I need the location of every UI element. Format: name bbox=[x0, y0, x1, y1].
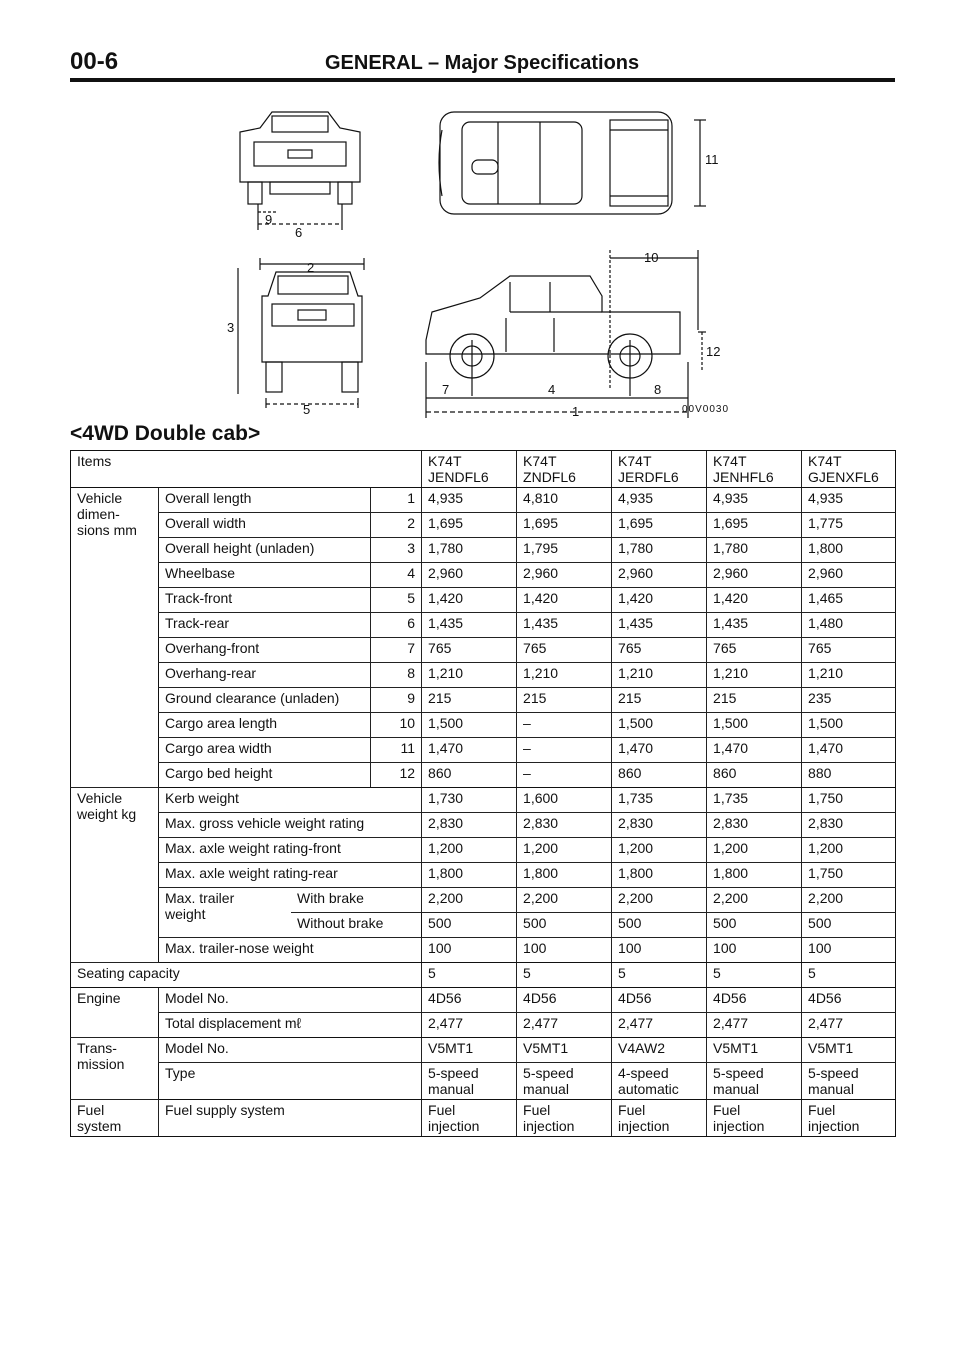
value-cell: V5MT1 bbox=[517, 1038, 612, 1063]
model-suffix: GJENXFL6 bbox=[808, 469, 879, 485]
value-cell: 860 bbox=[707, 763, 802, 788]
value-cell: 2,200 bbox=[422, 888, 517, 913]
value-cell: 1,470 bbox=[802, 738, 896, 763]
variant-title: <4WD Double cab> bbox=[70, 422, 261, 445]
trailer-weight-label: Max. trailer weight bbox=[165, 890, 235, 922]
figure-ref-number: 5 bbox=[371, 588, 422, 613]
table-cell: 5 bbox=[517, 963, 612, 988]
item-label: Fuel supply system bbox=[159, 1100, 422, 1137]
dimension-rows bbox=[71, 488, 896, 788]
model-suffix: JERDFL6 bbox=[618, 469, 679, 485]
table-row bbox=[71, 1063, 896, 1100]
items-header: Items bbox=[71, 451, 422, 488]
value-cell: 860 bbox=[612, 763, 707, 788]
value-cell: 1,420 bbox=[517, 588, 612, 613]
value-cell: 5-speed manual bbox=[802, 1063, 896, 1100]
value-cell: 1,695 bbox=[517, 513, 612, 538]
value-cell: 5-speed manual bbox=[707, 1063, 802, 1100]
group-label: Trans- mission bbox=[71, 1038, 159, 1100]
value-cell: 1,500 bbox=[612, 713, 707, 738]
item-label: Overall width bbox=[159, 513, 371, 538]
value-cell: 1,470 bbox=[612, 738, 707, 763]
value-cell: – bbox=[517, 763, 612, 788]
value-cell: 1,800 bbox=[612, 863, 707, 888]
value-cell: 500 bbox=[517, 913, 612, 938]
group-label: Vehicle dimen- sions mm bbox=[71, 488, 159, 788]
table-cell: 5 bbox=[802, 963, 896, 988]
value-cell: 215 bbox=[612, 688, 707, 713]
dim-label-6: 6 bbox=[295, 225, 303, 240]
value-cell: 1,210 bbox=[612, 663, 707, 688]
value-cell: 1,420 bbox=[422, 588, 517, 613]
figure-ref-number: 3 bbox=[371, 538, 422, 563]
dim-label-4: 4 bbox=[548, 382, 556, 397]
value-cell: 1,780 bbox=[707, 538, 802, 563]
item-label: Overhang-rear bbox=[159, 663, 371, 688]
table-row bbox=[71, 1038, 896, 1063]
item-label: Kerb weight bbox=[159, 788, 422, 813]
item-label: Overhang-front bbox=[159, 638, 371, 663]
page-title: GENERAL – Major Specifications bbox=[325, 52, 640, 74]
value-cell: 500 bbox=[707, 913, 802, 938]
value-cell: 4,935 bbox=[612, 488, 707, 513]
value-cell: 1,780 bbox=[422, 538, 517, 563]
value-cell: Fuel injection bbox=[517, 1100, 612, 1137]
value-cell: 1,500 bbox=[707, 713, 802, 738]
item-label: Max. axle weight rating-front bbox=[159, 838, 422, 863]
with-brake-label: With brake bbox=[291, 888, 421, 913]
value-cell: 4D56 bbox=[802, 988, 896, 1013]
figure-code: 00V0030 bbox=[682, 404, 730, 415]
table-row bbox=[71, 938, 896, 963]
value-cell: 1,695 bbox=[422, 513, 517, 538]
value-cell: 235 bbox=[802, 688, 896, 713]
value-cell: 2,830 bbox=[612, 813, 707, 838]
value-cell: 1,500 bbox=[422, 713, 517, 738]
value-cell: 1,600 bbox=[517, 788, 612, 813]
item-label: Model No. bbox=[159, 988, 422, 1013]
weight-rows bbox=[71, 788, 896, 963]
value-cell: 1,775 bbox=[802, 513, 896, 538]
value-cell: Fuel injection bbox=[612, 1100, 707, 1137]
top-view-drawing bbox=[439, 112, 706, 214]
item-label: Cargo bed height bbox=[159, 763, 371, 788]
model-header bbox=[422, 451, 517, 488]
value-cell: 1,435 bbox=[612, 613, 707, 638]
value-cell: 1,695 bbox=[612, 513, 707, 538]
value-cell: 1,750 bbox=[802, 788, 896, 813]
value-cell: 1,435 bbox=[422, 613, 517, 638]
table-row bbox=[71, 963, 896, 988]
model-suffix: JENDFL6 bbox=[428, 469, 489, 485]
side-view-drawing bbox=[426, 250, 706, 418]
table-row bbox=[71, 738, 896, 763]
item-label: Track-rear bbox=[159, 613, 371, 638]
item-label: Overall height (unladen) bbox=[159, 538, 371, 563]
value-cell: 1,420 bbox=[707, 588, 802, 613]
dim-label-3: 3 bbox=[227, 320, 235, 335]
dim-label-10: 10 bbox=[644, 250, 659, 265]
item-label: Max. axle weight rating-rear bbox=[159, 863, 422, 888]
value-cell: 2,830 bbox=[802, 813, 896, 838]
figure-ref-number: 6 bbox=[371, 613, 422, 638]
figure-ref-number: 1 bbox=[371, 488, 422, 513]
value-cell: 4,935 bbox=[422, 488, 517, 513]
value-cell: 2,960 bbox=[422, 563, 517, 588]
value-cell: V5MT1 bbox=[422, 1038, 517, 1063]
item-label: Max. gross vehicle weight rating bbox=[159, 813, 422, 838]
figure-ref-number: 8 bbox=[371, 663, 422, 688]
model-code: K74T bbox=[618, 453, 652, 469]
table-row bbox=[71, 488, 896, 513]
table-row bbox=[71, 1013, 896, 1038]
item-label: Wheelbase bbox=[159, 563, 371, 588]
value-cell: 1,470 bbox=[707, 738, 802, 763]
table-row bbox=[71, 813, 896, 838]
model-header bbox=[802, 451, 896, 488]
dim-label-12: 12 bbox=[706, 344, 721, 359]
value-cell: 1,735 bbox=[707, 788, 802, 813]
group-label: Engine bbox=[71, 988, 159, 1038]
value-cell: 1,465 bbox=[802, 588, 896, 613]
value-cell: 765 bbox=[802, 638, 896, 663]
dim-label-9: 9 bbox=[265, 212, 273, 227]
item-label: Overall length bbox=[159, 488, 371, 513]
value-cell: 1,730 bbox=[422, 788, 517, 813]
value-cell: 4,810 bbox=[517, 488, 612, 513]
value-cell: 2,830 bbox=[517, 813, 612, 838]
table-cell: 5 bbox=[612, 963, 707, 988]
vehicle-dimension-figure bbox=[210, 100, 750, 420]
value-cell: V5MT1 bbox=[707, 1038, 802, 1063]
value-cell: 5-speed manual bbox=[517, 1063, 612, 1100]
front-view-drawing bbox=[238, 258, 364, 408]
value-cell: 2,830 bbox=[707, 813, 802, 838]
trailer-weight-cell bbox=[159, 888, 422, 938]
value-cell: 2,477 bbox=[422, 1013, 517, 1038]
value-cell: 860 bbox=[422, 763, 517, 788]
rear-view-drawing bbox=[240, 112, 360, 230]
seating-label: Seating capacity bbox=[71, 963, 422, 988]
value-cell: 1,800 bbox=[707, 863, 802, 888]
value-cell: 100 bbox=[517, 938, 612, 963]
figure-ref-number: 11 bbox=[371, 738, 422, 763]
model-header bbox=[517, 451, 612, 488]
dim-label-5: 5 bbox=[303, 402, 311, 417]
value-cell: 5-speed manual bbox=[422, 1063, 517, 1100]
table-row bbox=[71, 613, 896, 638]
table-row bbox=[71, 538, 896, 563]
value-cell: 1,480 bbox=[802, 613, 896, 638]
table-row bbox=[71, 638, 896, 663]
value-cell: 765 bbox=[612, 638, 707, 663]
figure-ref-number: 12 bbox=[371, 763, 422, 788]
value-cell: 1,210 bbox=[707, 663, 802, 688]
model-code: K74T bbox=[713, 453, 747, 469]
item-label: Max. trailer-nose weight bbox=[159, 938, 422, 963]
value-cell: 4D56 bbox=[422, 988, 517, 1013]
figure-ref-number: 2 bbox=[371, 513, 422, 538]
value-cell: 1,200 bbox=[517, 838, 612, 863]
item-label: Ground clearance (unladen) bbox=[159, 688, 371, 713]
value-cell: 2,960 bbox=[517, 563, 612, 588]
value-cell: 2,200 bbox=[612, 888, 707, 913]
value-cell: 2,830 bbox=[422, 813, 517, 838]
value-cell: 1,500 bbox=[802, 713, 896, 738]
value-cell: 500 bbox=[422, 913, 517, 938]
value-cell: 765 bbox=[707, 638, 802, 663]
value-cell: 100 bbox=[422, 938, 517, 963]
table-row bbox=[71, 838, 896, 863]
value-cell: 765 bbox=[422, 638, 517, 663]
table-cell: 5 bbox=[422, 963, 517, 988]
figure-ref-number: 4 bbox=[371, 563, 422, 588]
group-label: Fuel system bbox=[71, 1100, 159, 1137]
value-cell: 1,470 bbox=[422, 738, 517, 763]
dim-label-7: 7 bbox=[442, 382, 450, 397]
value-cell: – bbox=[517, 738, 612, 763]
value-cell: 500 bbox=[612, 913, 707, 938]
value-cell: 2,960 bbox=[612, 563, 707, 588]
value-cell: 2,200 bbox=[707, 888, 802, 913]
item-label: Total displacement mℓ bbox=[159, 1013, 422, 1038]
value-cell: 215 bbox=[517, 688, 612, 713]
value-cell: 2,960 bbox=[707, 563, 802, 588]
table-row bbox=[71, 713, 896, 738]
value-cell: 1,695 bbox=[707, 513, 802, 538]
value-cell: 765 bbox=[517, 638, 612, 663]
item-label: Cargo area width bbox=[159, 738, 371, 763]
value-cell: 1,210 bbox=[802, 663, 896, 688]
model-code: K74T bbox=[523, 453, 557, 469]
model-header bbox=[612, 451, 707, 488]
value-cell: 2,477 bbox=[802, 1013, 896, 1038]
item-label: Cargo area length bbox=[159, 713, 371, 738]
value-cell: 4,935 bbox=[802, 488, 896, 513]
value-cell: 2,960 bbox=[802, 563, 896, 588]
value-cell: 4D56 bbox=[612, 988, 707, 1013]
value-cell: 2,200 bbox=[517, 888, 612, 913]
table-row bbox=[71, 688, 896, 713]
value-cell: V5MT1 bbox=[802, 1038, 896, 1063]
figure-ref-number: 10 bbox=[371, 713, 422, 738]
item-label: Model No. bbox=[159, 1038, 422, 1063]
figure-ref-number: 9 bbox=[371, 688, 422, 713]
dim-label-1: 1 bbox=[572, 404, 580, 419]
item-label: Track-front bbox=[159, 588, 371, 613]
table-row bbox=[71, 588, 896, 613]
value-cell: Fuel injection bbox=[707, 1100, 802, 1137]
value-cell: 1,200 bbox=[802, 838, 896, 863]
page-number: 00-6 bbox=[70, 48, 119, 75]
value-cell: 2,477 bbox=[517, 1013, 612, 1038]
table-row bbox=[71, 988, 896, 1013]
table-row bbox=[71, 888, 896, 913]
value-cell: 1,210 bbox=[422, 663, 517, 688]
table-cell: 5 bbox=[707, 963, 802, 988]
value-cell: 1,735 bbox=[612, 788, 707, 813]
value-cell: 4,935 bbox=[707, 488, 802, 513]
table-row bbox=[71, 763, 896, 788]
value-cell: Fuel injection bbox=[802, 1100, 896, 1137]
value-cell: V4AW2 bbox=[612, 1038, 707, 1063]
table-row bbox=[71, 1100, 896, 1137]
value-cell: 1,200 bbox=[707, 838, 802, 863]
table-row bbox=[71, 513, 896, 538]
group-label: Vehicle weight kg bbox=[71, 788, 159, 963]
value-cell: 215 bbox=[707, 688, 802, 713]
table-row bbox=[71, 563, 896, 588]
value-cell: 1,800 bbox=[802, 538, 896, 563]
value-cell: 1,800 bbox=[517, 863, 612, 888]
value-cell: 1,800 bbox=[422, 863, 517, 888]
value-cell: 215 bbox=[422, 688, 517, 713]
value-cell: 1,200 bbox=[612, 838, 707, 863]
dim-label-2: 2 bbox=[307, 260, 315, 275]
dim-label-11: 11 bbox=[705, 152, 719, 167]
page-header bbox=[70, 48, 895, 82]
value-cell: 1,210 bbox=[517, 663, 612, 688]
item-label: Type bbox=[159, 1063, 422, 1100]
value-cell: 100 bbox=[802, 938, 896, 963]
value-cell: 4D56 bbox=[517, 988, 612, 1013]
model-header bbox=[707, 451, 802, 488]
value-cell: 2,477 bbox=[612, 1013, 707, 1038]
table-row bbox=[71, 863, 896, 888]
major-specifications-table bbox=[70, 450, 896, 1137]
dim-label-8: 8 bbox=[654, 382, 662, 397]
model-code: K74T bbox=[808, 453, 842, 469]
value-cell: 1,780 bbox=[612, 538, 707, 563]
value-cell: 1,795 bbox=[517, 538, 612, 563]
without-brake-label: Without brake bbox=[297, 915, 384, 931]
model-suffix: ZNDFL6 bbox=[523, 469, 576, 485]
value-cell: 1,420 bbox=[612, 588, 707, 613]
table-row bbox=[71, 663, 896, 688]
value-cell: 1,200 bbox=[422, 838, 517, 863]
vehicle-dimension-drawing bbox=[210, 100, 750, 420]
value-cell: 2,477 bbox=[707, 1013, 802, 1038]
table-header-row bbox=[71, 451, 896, 488]
value-cell: 1,750 bbox=[802, 863, 896, 888]
value-cell: – bbox=[517, 713, 612, 738]
value-cell: 1,435 bbox=[707, 613, 802, 638]
value-cell: 880 bbox=[802, 763, 896, 788]
value-cell: 100 bbox=[707, 938, 802, 963]
value-cell: 4-speed automatic bbox=[612, 1063, 707, 1100]
value-cell: 2,200 bbox=[802, 888, 896, 913]
model-code: K74T bbox=[428, 453, 462, 469]
table-row bbox=[71, 788, 896, 813]
figure-ref-number: 7 bbox=[371, 638, 422, 663]
value-cell: 100 bbox=[612, 938, 707, 963]
value-cell: 4D56 bbox=[707, 988, 802, 1013]
value-cell: 1,435 bbox=[517, 613, 612, 638]
value-cell: 500 bbox=[802, 913, 896, 938]
value-cell: Fuel injection bbox=[422, 1100, 517, 1137]
model-suffix: JENHFL6 bbox=[713, 469, 774, 485]
